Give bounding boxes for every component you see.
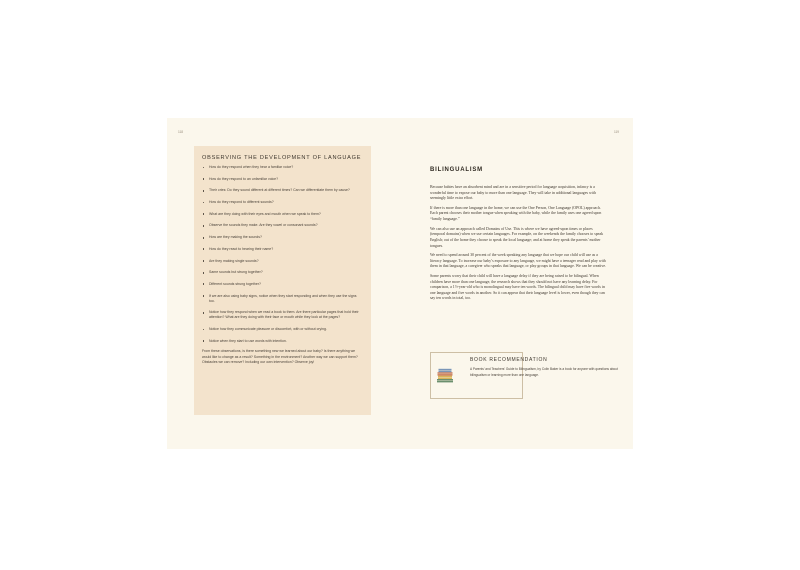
list-item: How are they making the sounds?	[202, 235, 363, 240]
list-item: Notice how they communicate pleasure or discomfort, with or without crying.	[202, 327, 363, 332]
paragraph: If there is more than one language in the home, we can use the One Person, One Language (OPOL) approach. Each parent chooses their mother tongue when speaking with the baby, while the family uses one agreed upon “family language.”	[430, 205, 602, 222]
bullet-icon	[203, 272, 205, 274]
bullet-icon	[203, 190, 205, 192]
list-item: If we are also using baby signs, notice when they start responding and when they use the signs too.	[202, 294, 363, 304]
observation-box-title: OBSERVING THE DEVELOPMENT OF LANGUAGE	[202, 155, 362, 161]
section-heading: BILINGUALISM	[430, 167, 483, 173]
book-recommendation-title: BOOK RECOMMENDATION	[470, 357, 548, 363]
list-item: How do they respond when they hear a familiar voice?	[202, 165, 363, 170]
bullet-icon	[203, 329, 205, 331]
observation-closing-text: From these observations, is there something new we learned about our baby? Is there anything we would like to change as a result? Something in the environment? Another way we can support them? Obstacles we can remove? Including our own intervention? Observe joy!	[202, 349, 358, 365]
bullet-icon	[203, 248, 205, 250]
paragraph: Because babies have an absorbent mind and are in a sensitive period for language acquisition, infancy is a wonderful time to expose our baby to more than one language. They will take in additional languages with seemingly little extra effort.	[430, 185, 596, 201]
paragraph: We need to spend around 30 percent of the week speaking any language that we hope our child will use as a literacy language. To increase our baby’s exposure to any language, we might have a teenager read and play with them in that language, a caregiver who speaks that language, or play groups in that language. We can be creative.	[430, 253, 607, 269]
bullet-icon	[203, 237, 205, 239]
bullet-icon	[203, 178, 205, 180]
bullet-icon	[203, 340, 205, 342]
book-recommendation-text: A Parents’ and Teachers’ Guide to Bilingualism, by Colin Baker is a book for anyone with questions about bilingualism or learning more than one language.	[470, 367, 618, 377]
bullet-icon	[203, 225, 205, 227]
observation-box	[194, 146, 371, 415]
list-item: How do they respond to an unfamiliar voice?	[202, 177, 363, 182]
bullet-icon	[203, 213, 205, 215]
page-number-right: 119	[614, 130, 620, 134]
page-number-left: 118	[178, 130, 184, 134]
list-item: Notice when they start to use words with intention.	[202, 339, 363, 344]
list-item: What are they doing with their eyes and mouth when we speak to them?	[202, 212, 363, 217]
paragraph: We can also use an approach called Domains of Use. This is where we have agreed-upon times or places (temporal domains) when we use certain languages. For example, on the weekends the family chooses to speak English; out of the home they choose to speak the local language; and at home they speak the parents’ mother tongues.	[430, 226, 604, 248]
list-item: How do they respond to different sounds?	[202, 200, 363, 205]
list-item: How do they react to hearing their name?	[202, 247, 363, 252]
bullet-icon	[203, 295, 205, 297]
bullet-icon	[203, 283, 205, 285]
book-stack-icon	[436, 366, 454, 384]
paragraph: Some parents worry that their child will have a language delay if they are being raised to be bilingual. When children have more than one language, the research shows that they should not have any learning delay. For comparison, a 1½-year-old who is monolingual may have ten words. The bilingual child may have five words in one language and five words in another. So it can appear that their language level is lower, even though they can say ten words in total, too.	[430, 274, 605, 301]
list-item: Observe the sounds they make. Are they vowel or consonant sounds?	[202, 223, 363, 228]
bullet-icon	[203, 260, 205, 262]
bilingualism-section	[430, 167, 607, 306]
list-item: Same sounds but strung together?	[202, 270, 363, 275]
list-item: Are they making single sounds?	[202, 259, 363, 264]
bullet-icon	[203, 312, 205, 314]
observation-list	[202, 165, 363, 344]
list-item: Different sounds strung together?	[202, 282, 363, 287]
bullet-icon	[203, 167, 205, 169]
bullet-icon	[203, 202, 205, 204]
list-item: Notice how they respond when we read a book to them. Are there particular pages that hold their attention? What are they doing with their face or mouth while they look at the pages?	[202, 310, 363, 320]
list-item: Their cries: Do they sound different at different times? Can we differentiate them by cause?	[202, 188, 363, 193]
